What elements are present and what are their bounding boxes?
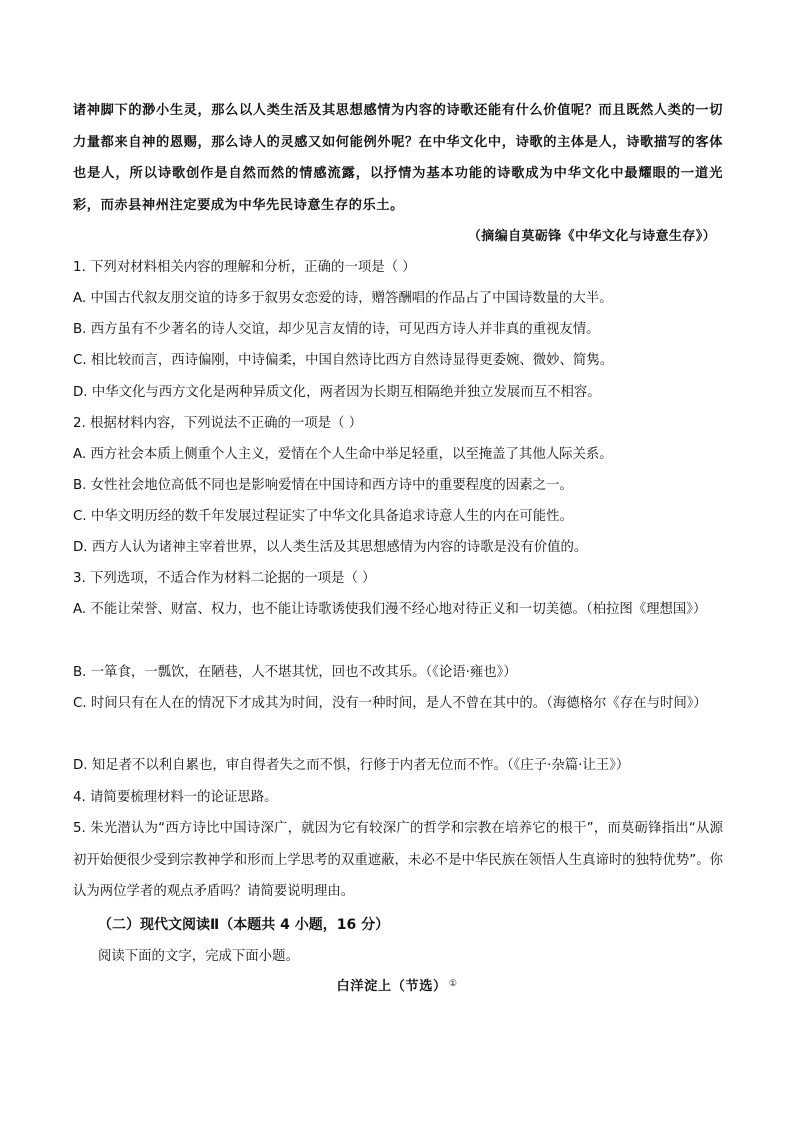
question-5-stem: 5. 朱光潜认为“西方诗比中国诗深广，就因为它有较深广的哲学和宗教在培养它的根干”，而莫砺锋指出“从源初开始便很少受到宗教神学和形而上学思考的双重遮蔽，未必不是中华民族在领悟人生真谛时的独特优势”。你认为两位学者的观点矛盾吗？请简要说明理由。 <box>73 821 723 899</box>
question-1-option-c: C. 相比较而言，西诗偏刚，中诗偏柔，中国自然诗比西方自然诗显得更委婉、微妙、简隽。 <box>73 353 614 368</box>
question-1-option-d: D. 中华文化与西方文化是两种异质文化，两者因为长期互相隔绝并独立发展而互不相容。 <box>73 385 601 400</box>
question-4-stem: 4. 请简要梳理材料一的论证思路。 <box>73 790 278 805</box>
question-2-option-a: A. 西方社会本质上侧重个人主义，爱情在个人生命中举足轻重，以至掩盖了其他人际关系。 <box>73 447 613 462</box>
question-3-option-d: D. 知足者不以利自累也，审自得者失之而不惧，行修于内者无位而不怍。（《庄子·杂篇·让王》） <box>73 758 630 773</box>
question-3-option-b: B. 一箪食，一瓢饮，在陋巷，人不堪其忧，回也不改其乐。（《论语·雍也》） <box>73 665 517 680</box>
question-3-option-a: A. 不能让荣誉、财富、权力，也不能让诗歌诱使我们漫不经心地对待正义和一切美德。（柏拉图《理想国》） <box>73 602 707 617</box>
material-paragraph: 诸神脚下的渺小生灵，那么以人类生活及其思想感情为内容的诗歌还能有什么价值呢？而且既然人类的一切力量都来自神的恩赐，那么诗人的灵感又如何能例外呢？在中华文化中，诗歌的主体是人，诗歌描写的客体也是人，所以诗歌创作是自然而然的情感流露，以抒情为基本功能的诗歌成为中华文化中最耀眼的一道光彩，而赤县神州注定要成为中华先民诗意生存的乐土。 <box>73 103 723 213</box>
question-3-option-c: C. 时间只有在人在的情况下才成其为时间，没有一种时间，是人不曾在其中的。（海德格尔《存在与时间》） <box>73 696 707 711</box>
section-2-title: （二）现代文阅读Ⅱ（本题共 4 小题，16 分） <box>98 917 390 933</box>
story-title <box>0 975 794 994</box>
footnote-mark: ① <box>448 979 458 989</box>
question-2-stem: 2. 根据材料内容，下列说法不正确的一项是（ ） <box>73 416 363 431</box>
question-2-option-d: D. 西方人认为诸神主宰着世界，以人类生活及其思想感情为内容的诗歌是没有价值的。 <box>73 540 588 555</box>
question-1-option-a: A. 中国古代叙友朋交谊的诗多于叙男女恋爱的诗，赠答酬唱的作品占了中国诗数量的大半。 <box>73 291 613 306</box>
question-3-stem: 3. 下列选项，不适合作为材料二论据的一项是（ ） <box>73 571 376 586</box>
section-2-instruction: 阅读下面的文字，完成下面小题。 <box>98 949 299 964</box>
question-1-stem: 1. 下列对材料相关内容的理解和分析，正确的一项是（ ） <box>73 260 416 275</box>
question-2-option-b: B. 女性社会地位高低不同也是影响爱情在中国诗和西方诗中的重要程度的因素之一。 <box>73 478 573 493</box>
question-2-option-c: C. 中华文明历经的数千年发展过程证实了中华文化具备追求诗意人生的内在可能性。 <box>73 509 573 524</box>
story-title-text: 白洋淀上（节选） <box>336 979 447 994</box>
material-source: （摘编自莫砺锋《中华文化与诗意生存》） <box>467 229 716 244</box>
question-1-option-b: B. 西方虽有不少著名的诗人交谊，却少见言友情的诗，可见西方诗人并非真的重视友情。 <box>73 322 600 337</box>
